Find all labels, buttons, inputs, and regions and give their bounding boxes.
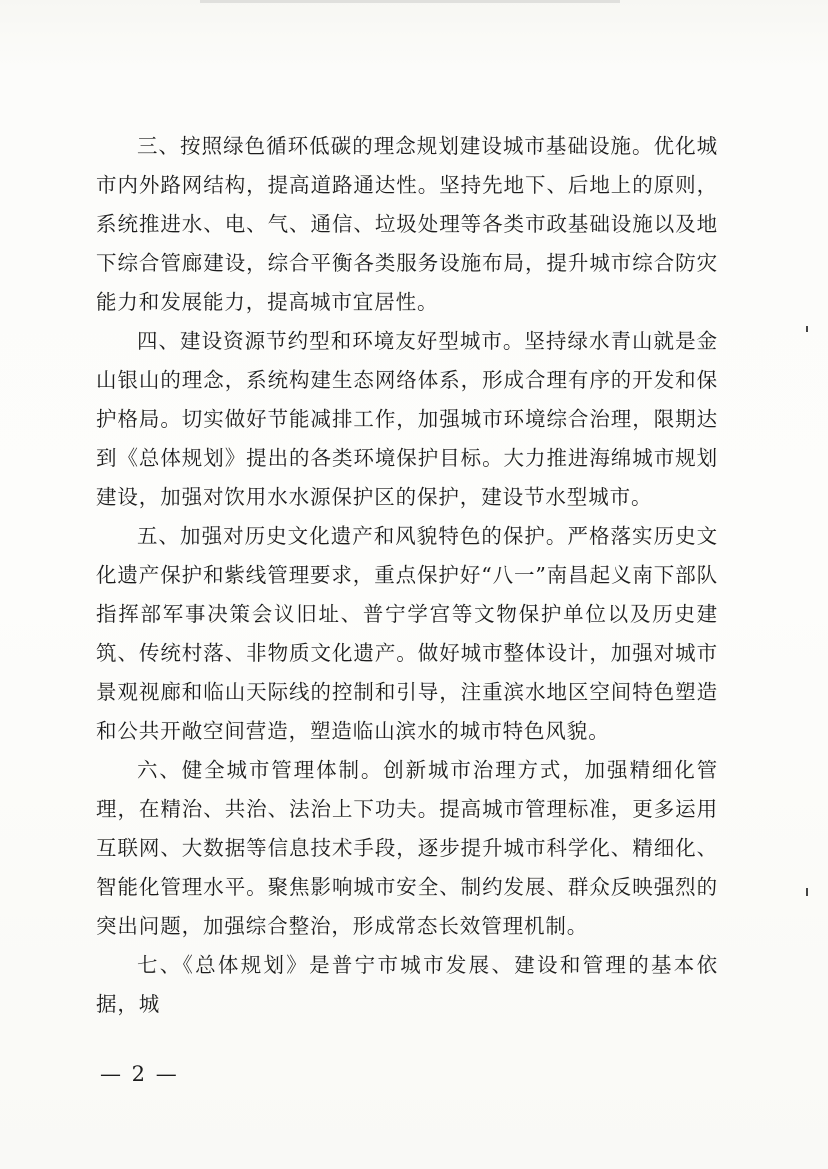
- scan-edge: [200, 0, 620, 3]
- scan-mark: [806, 888, 808, 896]
- paragraph-infrastructure: 三、按照绿色循环低碳的理念规划建设城市基础设施。优化城市内外路网结构，提高道路通达性。坚持先地下、后地上的原则，系统推进水、电、气、通信、垃圾处理等各类市政基础设施以及地下综合管廊建设，综合平衡各类服务设施布局，提升城市综合防灾能力和发展能力，提高城市宜居性。: [96, 134, 718, 314]
- paragraph-master-plan: 七、《总体规划》是普宁市城市发展、建设和管理的基本依据，城: [96, 953, 718, 1016]
- page-number: — 2 —: [100, 1062, 179, 1086]
- paragraph-resource-saving: 四、建设资源节约型和环境友好型城市。坚持绿水青山就是金山银山的理念，系统构建生态网络体系，形成合理有序的开发和保护格局。切实做好节能减排工作，加强城市环境综合治理，限期达到《总体规划》提出的各类环境保护目标。大力推进海绵城市规划建设，加强对饮用水水源保护区的保护，建设节水型城市。: [96, 329, 718, 509]
- document-body: [96, 127, 718, 1024]
- scan-mark: [806, 326, 808, 332]
- paragraph-heritage-protection: 五、加强对历史文化遗产和风貌特色的保护。严格落实历史文化遗产保护和紫线管理要求，重点保护好“八一”南昌起义南下部队指挥部军事决策会议旧址、普宁学宫等文物保护单位以及历史建筑、传统村落、非物质文化遗产。做好城市整体设计，加强对城市景观视廊和临山天际线的控制和引导，注重滨水地区空间特色塑造和公共开敞空间营造，塑造临山滨水的城市特色风貌。: [96, 524, 718, 743]
- paragraph-city-management: 六、健全城市管理体制。创新城市治理方式，加强精细化管理，在精治、共治、法治上下功夫。提高城市管理标准，更多运用互联网、大数据等信息技术手段，逐步提升城市科学化、精细化、智能化管理水平。聚焦影响城市安全、制约发展、群众反映强烈的突出问题，加强综合整治，形成常态长效管理机制。: [96, 758, 718, 938]
